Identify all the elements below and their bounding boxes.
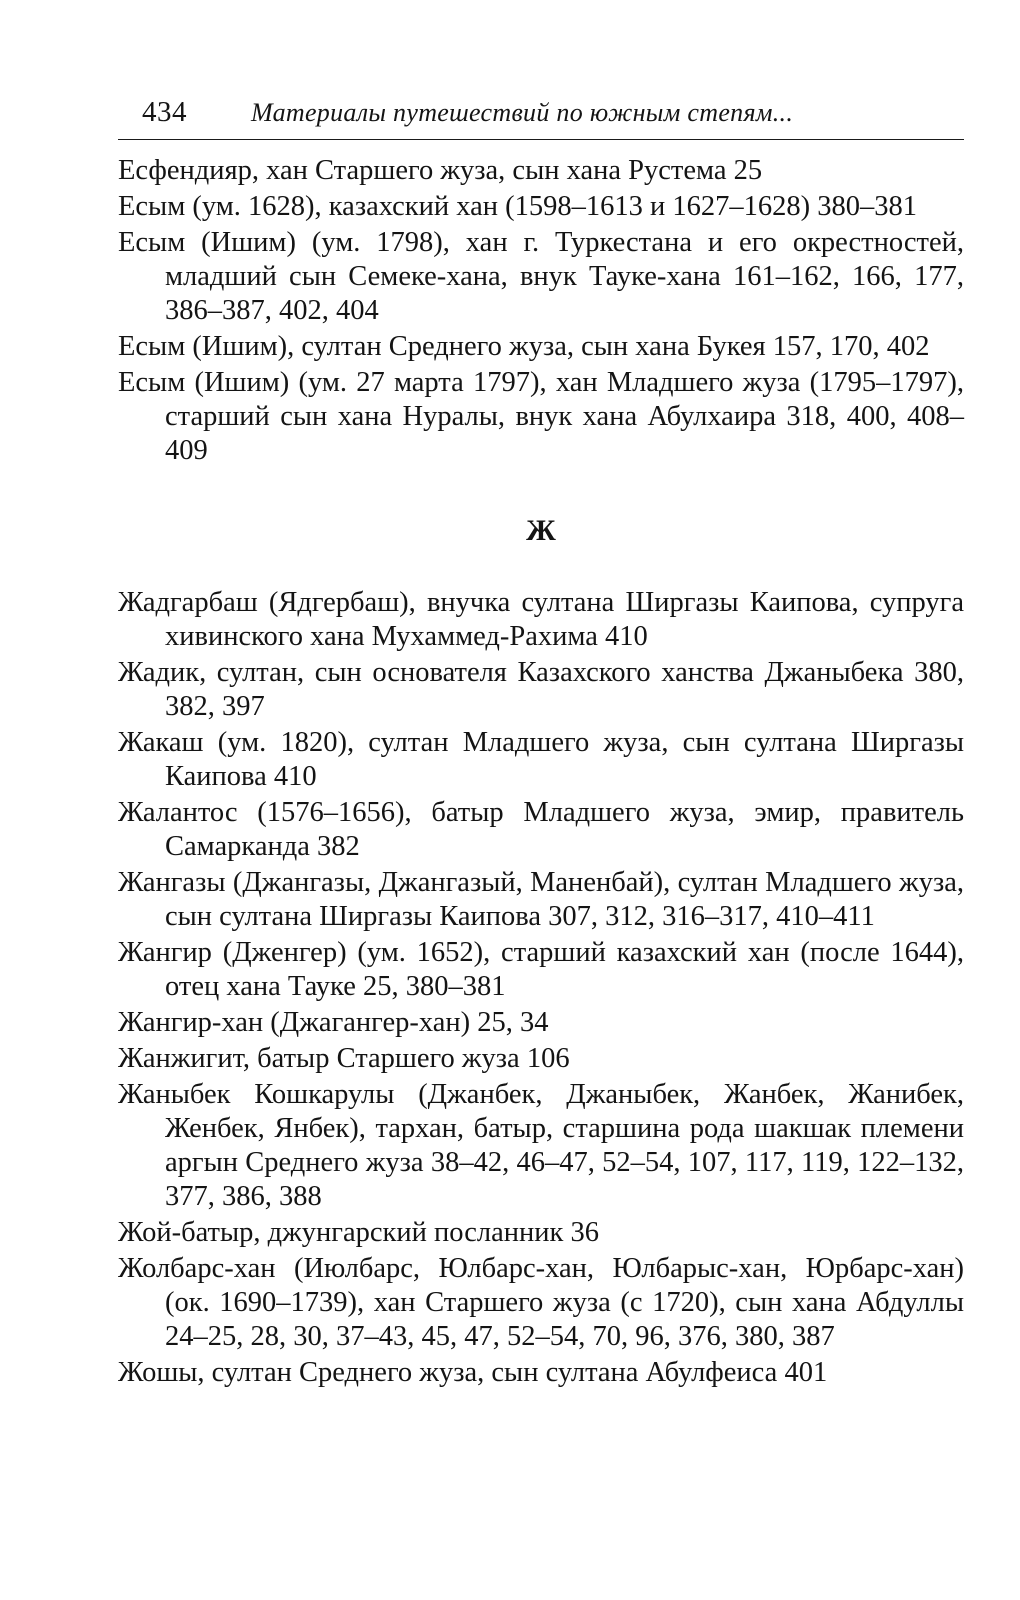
index-entry: Жангазы (Джангазы, Джангазый, Маненбай), султан Младшего жуза, сын султана Ширгазы Каипова 307, 312, 316–317, 410–411 (118, 867, 964, 932)
index-entry: Жолбарс-хан (Июлбарс, Юлбарс-хан, Юлбарыс-хан, Юрбарс-хан) (ок. 1690–1739), хан Старшего жуза (с 1720), сын хана Абдуллы 24–25, 28, 30, 37–43, 45, 47, 52–54, 70, 96, 376, 380, 387 (118, 1253, 964, 1352)
index-entry: Жалантос (1576–1656), батыр Младшего жуза, эмир, правитель Самарканда 382 (118, 797, 964, 862)
index-entry: Жакаш (ум. 1820), султан Младшего жуза, сын султана Ширгазы Каипова 410 (118, 727, 964, 792)
index-entry: Жошы, султан Среднего жуза, сын султана Абулфеиса 401 (118, 1357, 828, 1388)
index-entry: Жангир-хан (Джагангер-хан) 25, 34 (118, 1007, 549, 1038)
index-entry: Жадик, султан, сын основателя Казахского ханства Джаныбека 380, 382, 397 (118, 657, 964, 722)
index-page (118, 96, 964, 1390)
index-entry: Есым (Ишим), султан Среднего жуза, сын хана Букея 157, 170, 402 (118, 331, 930, 362)
index-entry: Жой-батыр, джунгарский посланник 36 (118, 1217, 599, 1248)
index-entry: Жаныбек Кошкарулы (Джанбек, Джаныбек, Жанбек, Жанибек, Женбек, Янбек), тархан, батыр, старшина рода шакшак племени аргын Среднего жуза 38–42, 46–47, 52–54, 107, 117, 119, 122–132, 377, 386, 388 (118, 1079, 964, 1212)
index-entries (118, 154, 964, 1390)
index-entry: Есым (Ишим) (ум. 27 марта 1797), хан Младшего жуза (1795–1797), старший сын хана Нуралы, внук хана Абулхаира 318, 400, 408–409 (118, 367, 964, 466)
running-title: Материалы путешествий по южным степям... (251, 98, 794, 127)
index-entry: Есым (Ишим) (ум. 1798), хан г. Туркестана и его окрестностей, младший сын Семеке-хана, внук Тауке-хана 161–162, 166, 177, 386–387, 402, 404 (118, 227, 964, 326)
index-entry: Есфендияр, хан Старшего жуза, сын хана Рустема 25 (118, 155, 763, 186)
index-entry: Жанжигит, батыр Старшего жуза 106 (118, 1043, 570, 1074)
index-entry: Есым (ум. 1628), казахский хан (1598–1613 и 1627–1628) 380–381 (118, 191, 918, 222)
index-entry: Жангир (Дженгер) (ум. 1652), старший казахский хан (после 1644), отец хана Тауке 25, 380–381 (118, 937, 964, 1002)
page-number: 434 (142, 96, 187, 128)
page-header (118, 96, 964, 140)
index-entry: Жадгарбаш (Ядгербаш), внучка султана Ширгазы Каипова, супруга хивинского хана Мухаммед-Рахима 410 (118, 587, 964, 652)
section-letter-heading: Ж (526, 514, 556, 547)
